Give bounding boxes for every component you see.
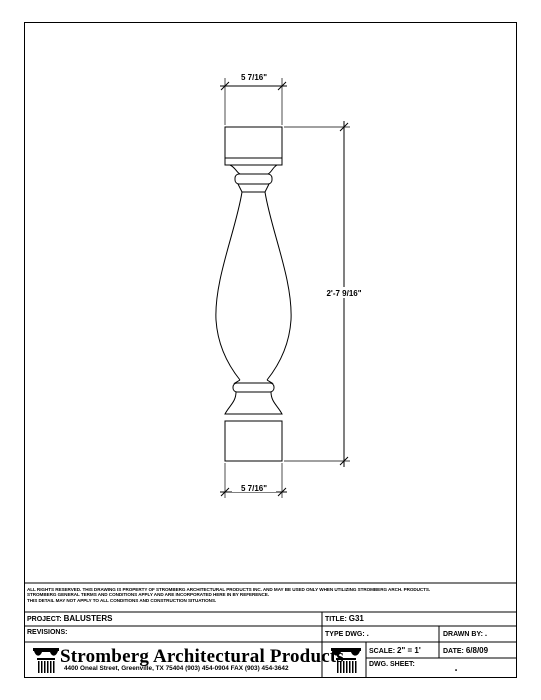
baluster-top-block xyxy=(225,127,282,165)
date-field xyxy=(443,646,488,655)
type-dwg-label: TYPE DWG: xyxy=(325,631,365,638)
baluster-belly xyxy=(216,192,291,380)
scale-field xyxy=(369,646,421,655)
project-field xyxy=(27,614,112,623)
legal-note-line: STROMBERG GENERAL TERMS AND CONDITIONS APPLY AND ARE INCORPORATED HERE IN BY REFERENCE. xyxy=(27,592,270,598)
title-value: G31 xyxy=(348,614,364,623)
type-dwg-value: . xyxy=(366,629,369,638)
drawn-by-field xyxy=(443,629,487,638)
drawn-by-value: . xyxy=(484,629,488,638)
legal-note-line: ALL RIGHTS RESERVED. THIS DRAWING IS PROPERTY OF STROMBERG ARCHITECTURAL PRODUCTS INC. AND MAY BE USED ONLY WHEN UTILIZING STROMBERG ARCH. PRODUCTS. xyxy=(27,587,431,592)
baluster-bottom-block xyxy=(225,421,282,461)
dwg-sheet-value: • xyxy=(455,668,458,674)
scale-value: 2" = 1' xyxy=(397,646,421,655)
revisions-label: REVISIONS: xyxy=(27,629,68,636)
date-label: DATE: xyxy=(443,648,464,655)
date-value: 6/8/09 xyxy=(465,646,489,655)
dim-bottom-label: 5 7/16" xyxy=(240,484,268,493)
dwg-sheet-label: DWG. SHEET: xyxy=(369,661,415,668)
legal-note-line: THIS DETAIL MAY NOT APPLY TO ALL CONDITIONS AND CONSTRUCTION SITUATIONS. xyxy=(27,597,217,603)
dim-top-label: 5 7/16" xyxy=(240,73,268,82)
dim-height-label: 2'-7 9/16" xyxy=(326,289,362,298)
drawn-by-label: DRAWN BY: xyxy=(443,631,483,638)
type-dwg-field xyxy=(325,629,369,638)
project-label: PROJECT: xyxy=(27,616,62,623)
company-address: 4400 Oneal Street, Greenville, TX 75404 (903) 454-0904 FAX (903) 454-3642 xyxy=(64,665,289,672)
title-label: TITLE: xyxy=(325,616,347,623)
project-value: BALUSTERS xyxy=(63,614,113,623)
company-name: Stromberg Architectural Products xyxy=(60,646,344,667)
legal-notes xyxy=(27,587,515,603)
company-logo-left xyxy=(33,648,59,673)
bottom-collar xyxy=(225,392,282,414)
scale-label: SCALE: xyxy=(369,648,396,655)
top-collar xyxy=(230,165,277,174)
title-field xyxy=(325,614,364,623)
